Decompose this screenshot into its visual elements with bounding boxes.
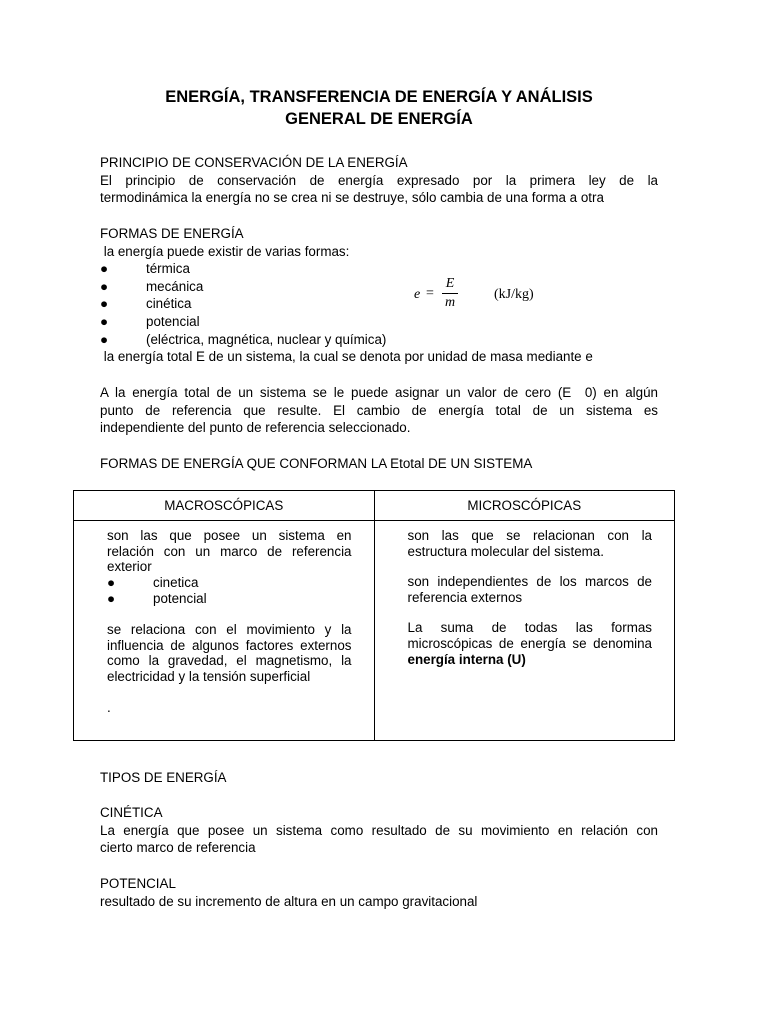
etotal-heading: FORMAS DE ENERGÍA QUE CONFORMAN LA Etotal DE UN SISTEMA: [100, 456, 533, 471]
micro-paragraph-3-text: La suma de todas las formas microscópicas de energía se denomina: [407, 620, 652, 651]
list-item: [107, 591, 352, 607]
zero-reference-line-2: punto de referencia que resulte. El cambio de energía total de un sistema es: [100, 402, 658, 418]
zero-reference-paragraph: [100, 384, 658, 437]
macro-list: [107, 575, 352, 607]
formula-fraction: [442, 276, 458, 311]
potential-text: resultado de su incremento de altura en un campo gravitacional: [100, 893, 478, 909]
bullet-icon: ●: [107, 590, 116, 606]
types-heading: TIPOS DE ENERGÍA: [100, 770, 227, 785]
table-row: [74, 521, 675, 741]
bullet-icon: ●: [100, 313, 109, 329]
micro-paragraph-2: son independientes de los marcos de referencia externos: [407, 574, 652, 605]
kinetic-heading: CINÉTICA: [100, 805, 163, 820]
list-item: [100, 295, 658, 313]
table-header-row: [74, 491, 675, 521]
forms-intro: la energía puede existir de varias formas:: [100, 243, 350, 259]
bullet-icon: ●: [100, 261, 109, 277]
spacer: [107, 685, 352, 700]
formula-denominator: m: [444, 295, 456, 310]
formula-lhs: e: [414, 287, 421, 302]
conservation-heading: PRINCIPIO DE CONSERVACIÓN DE LA ENERGÍA: [100, 155, 408, 170]
conservation-line-1: El principio de conservación de energía expresado por la primera ley de la: [100, 172, 658, 188]
forms-closing: la energía total E de un sistema, la cual se denota por unidad de masa mediante e: [100, 349, 593, 365]
list-item-label: potencial: [146, 313, 200, 329]
list-item-label: cinetica: [153, 574, 199, 590]
list-item-label: térmica: [146, 261, 190, 277]
macro-influence: se relaciona con el movimiento y la influencia de algunos factores externos como la gravedad, el magnetismo, la electricidad y la tensión superficial: [107, 622, 352, 684]
formula-equals: =: [426, 286, 434, 301]
conservation-section: [100, 154, 658, 207]
spacer: [408, 605, 653, 620]
list-item: [100, 331, 658, 349]
list-item: [100, 260, 658, 278]
zero-reference-line-1: A la energía total de un sistema se le puede asignar un valor de cero (E 0) en algún: [100, 385, 658, 400]
list-item-label: cinética: [146, 296, 192, 312]
list-item-label: potencial: [153, 590, 207, 606]
list-item: [100, 278, 658, 296]
macro-description: son las que posee un sistema en relación con un marco de referencia exterior: [107, 528, 352, 575]
internal-energy-term: energía interna (U): [407, 651, 526, 667]
column-header-macro: MACROSCÓPICAS: [74, 491, 375, 521]
formula-numerator: E: [445, 276, 455, 291]
bullet-icon: ●: [107, 574, 116, 590]
list-item-label: mecánica: [146, 278, 204, 294]
potential-section: [100, 875, 658, 910]
list-item: [107, 575, 352, 591]
spacer: [408, 559, 653, 574]
micro-cell: [374, 521, 675, 741]
bullet-icon: ●: [100, 331, 109, 347]
bullet-icon: ●: [100, 278, 109, 294]
forms-heading: FORMAS DE ENERGÍA: [100, 226, 244, 241]
forms-section: [100, 225, 658, 366]
micro-paragraph-1: son las que se relacionan con la estructura molecular del sistema.: [407, 528, 652, 559]
forms-list: [100, 260, 658, 348]
energy-forms-table: [73, 490, 675, 741]
title-line-2: GENERAL DE ENERGÍA: [285, 110, 473, 128]
kinetic-line-1: La energía que posee un sistema como resultado de su movimiento en relación con: [100, 822, 658, 838]
column-header-micro: MICROSCÓPICAS: [374, 491, 675, 521]
macro-cell: [74, 521, 375, 741]
document-title: [100, 86, 658, 130]
macro-trailing: .: [107, 699, 111, 715]
micro-paragraph-3: [408, 620, 653, 667]
spacer: [107, 607, 352, 622]
kinetic-line-2: cierto marco de referencia: [100, 840, 256, 856]
zero-reference-line-3: independiente del punto de referencia seleccionado.: [100, 420, 411, 436]
formula-units: (kJ/kg): [494, 287, 534, 302]
list-item: [100, 313, 658, 331]
title-line-1: ENERGÍA, TRANSFERENCIA DE ENERGÍA Y ANÁLISIS: [165, 88, 593, 106]
list-item-label: (eléctrica, magnética, nuclear y química): [146, 331, 387, 347]
fraction-bar: [442, 293, 458, 294]
specific-energy-formula: [412, 276, 552, 316]
potential-heading: POTENCIAL: [100, 876, 176, 891]
kinetic-section: [100, 804, 658, 857]
bullet-icon: ●: [100, 296, 109, 312]
conservation-line-2: termodinámica la energía no se crea ni se destruye, sólo cambia de una forma a otra: [100, 190, 604, 206]
